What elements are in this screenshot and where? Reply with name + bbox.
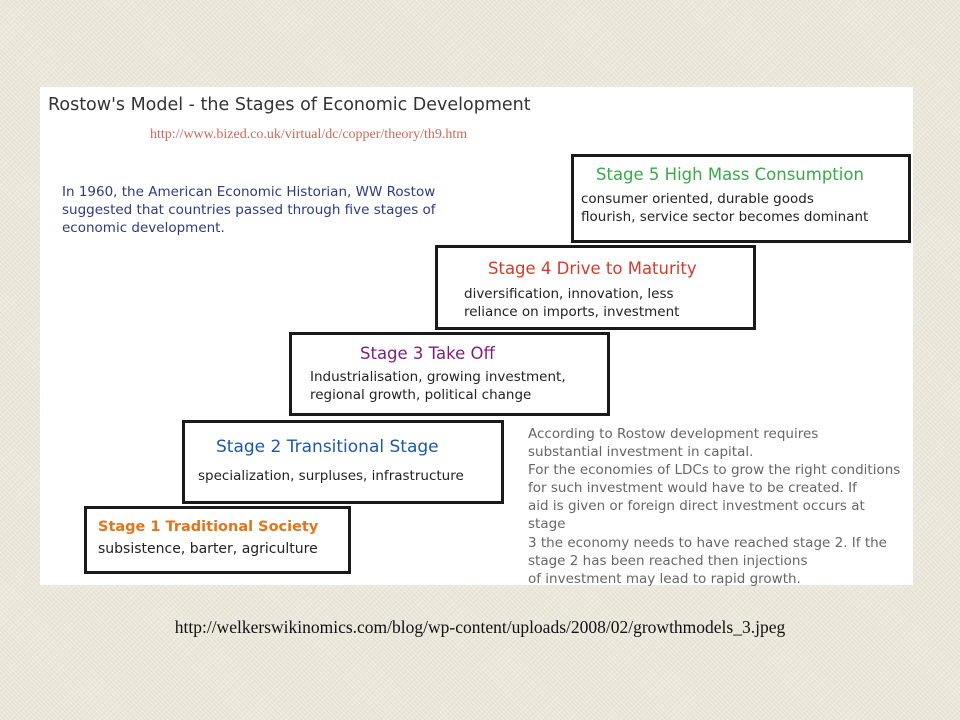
stage-1-box bbox=[84, 506, 351, 574]
stage-4-box bbox=[435, 245, 756, 330]
stage-3-box bbox=[289, 332, 610, 416]
stage-3-description: Industrialisation, growing investment, regional growth, political change bbox=[310, 369, 566, 403]
intro-text: In 1960, the American Economic Historian, WW Rostow suggested that countries passed through five stages of economic development. bbox=[62, 184, 436, 236]
stage-2-box bbox=[182, 420, 504, 504]
stage-2-title: Stage 2 Transitional Stage bbox=[216, 437, 439, 457]
stage-5-description: consumer oriented, durable goods flourish, service sector becomes dominant bbox=[581, 191, 869, 225]
stage-2-description: specialization, surpluses, infrastructure bbox=[198, 468, 464, 484]
stage-1-description: subsistence, barter, agriculture bbox=[98, 541, 318, 557]
stage-5-title: Stage 5 High Mass Consumption bbox=[596, 165, 864, 184]
stage-1-title: Stage 1 Traditional Society bbox=[98, 519, 319, 535]
stage-3-title: Stage 3 Take Off bbox=[360, 344, 495, 363]
stage-4-description: diversification, innovation, less reliance on imports, investment bbox=[464, 286, 680, 320]
stage-4-title: Stage 4 Drive to Maturity bbox=[488, 259, 697, 278]
image-source-caption[interactable]: http://welkerswikinomics.com/blog/wp-content/uploads/2008/02/growthmodels_3.jpeg bbox=[174, 617, 786, 637]
rostow-diagram bbox=[40, 87, 913, 585]
source-link[interactable]: http://www.bized.co.uk/virtual/dc/copper/theory/th9.htm bbox=[150, 127, 468, 142]
investment-note: According to Rostow development requires substantial investment in capital. For the economies of LDCs to grow the right conditions for such investment would have to be created. If aid is given or foreign direct investment occurs at stage 3 the economy needs to have reached stage 2. If the stage 2 has been reached then injections of investment may lead to rapid growth. bbox=[528, 426, 901, 587]
stage-5-box bbox=[571, 154, 911, 243]
diagram-title: Rostow's Model - the Stages of Economic Development bbox=[48, 95, 531, 115]
